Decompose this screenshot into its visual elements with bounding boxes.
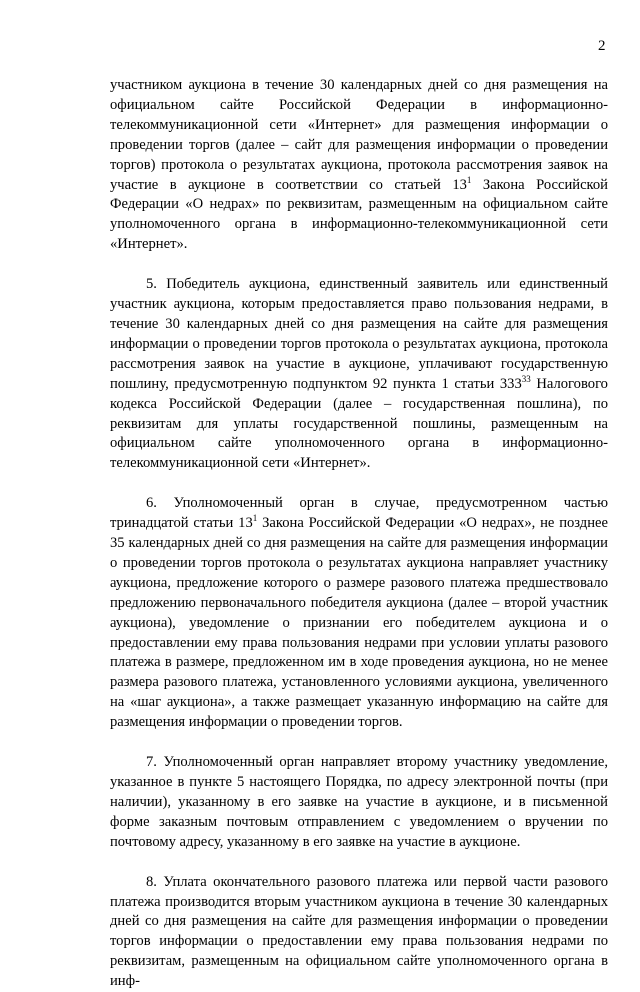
document-body: [110, 76, 608, 992]
paragraph-6: 6. Уполномоченный орган в случае, предусмотренном частью тринадцатой статьи $13^1$ Закона Российской Федерации «О недрах», не позднее 35 календарных дней со дня размещения на сайте для размещения информации о проведении торгов протокола о результатах аукциона направляет участнику аукциона, предложение которого о размере разового платежа предшествовало предложению первоначального победителя аукциона (далее – второй участник аукциона), уведомление о признании его победителем аукциона и о предоставлении ему права пользования недрами при условии уплаты разового платежа в размере, предложенном им в ходе проведения аукциона, но не менее размера разового платежа, установленного условиями аукциона, увеличенного на «шаг аукциона», а также размещает указанную информацию на сайте для размещения информации о проведении торгов.: [110, 495, 608, 731]
paragraph-8: 8. Уплата окончательного разового платежа или первой части разового платежа производится вторым участником аукциона в течение 30 календарных дней со дня размещения на сайте для размещения информации о проведении торгов информации о предоставлении ему права пользования недрами по реквизитам, размещенным на официальном сайте уполномоченного органа в инф-: [110, 873, 608, 990]
paragraph-7: 7. Уполномоченный орган направляет второму участнику уведомление, указанное в пункте 5 настоящего Порядка, по адресу электронной почты (при наличии), указанному в его заявке на участие в аукционе, и в письменной форме заказным почтовым отправлением с уведомлением о вручении по почтовому адресу, указанному в его заявке на участие в аукционе.: [110, 754, 608, 850]
paragraph-continuation: участником аукциона в течение 30 календарных дней со дня размещения на официальном сайте Российской Федерации в информационно-телекоммуникационной сети «Интернет» для размещения информации о проведении торгов (далее – сайт для размещения информации о проведении торгов) протокола о результатах аукциона, протокола рассмотрения заявок на участие в аукционе в соответствии со статьей $13^1$ Закона Российской Федерации «О недрах» по реквизитам, размещенным на официальном сайте уполномоченного органа в информационно-телекоммуникационной сети «Интернет».: [110, 77, 608, 253]
paragraph-5: 5. Победитель аукциона, единственный заявитель или единственный участник аукциона, которым предоставляется право пользования недрами, в течение 30 календарных дней со дня размещения на сайте для размещения информации о проведении торгов протокола о результатах аукциона, протокола рассмотрения заявок на участие в аукционе, уплачивают государственную пошлину, предусмотренную подпунктом 92 пункта 1 статьи $333^{33}$ Налогового кодекса Российской Федерации (далее – государственная пошлина), по реквизитам для уплаты государственной пошлины, размещенным на официальном сайте уполномоченного органа в информационно-телекоммуникационной сети «Интернет».: [110, 276, 608, 472]
page-number: 2: [598, 38, 606, 54]
